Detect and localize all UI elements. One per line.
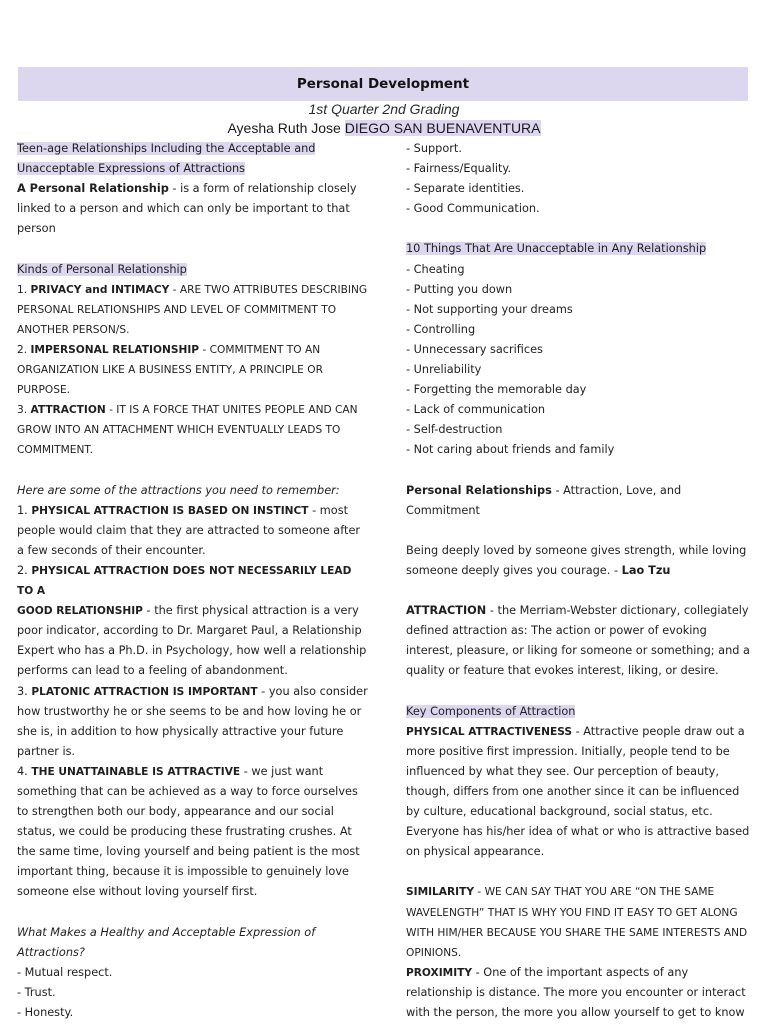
list-item: - Controlling xyxy=(406,322,476,336)
authors-line xyxy=(0,120,768,136)
author-name: Ayesha Ruth Jose xyxy=(227,120,345,136)
section-heading-unacceptable: 10 Things That Are Unacceptable in Any Relationship xyxy=(406,242,707,256)
text-line: poor indicator, according to Dr. Margaret Paul, a Relationship xyxy=(17,624,362,638)
text-line: GROW INTO AN ATTACHMENT WHICH EVENTUALLY LEADS TO xyxy=(17,424,341,437)
attractions-intro: Here are some of the attractions you need to remember: xyxy=(17,483,340,497)
text-line: partner is. xyxy=(17,744,76,758)
text-line: ORGANIZATION LIKE A BUSINESS ENTITY, A PRINCIPLE OR xyxy=(17,364,323,377)
text-line: GOOD RELATIONSHIP - the first physical attraction is a very xyxy=(17,604,359,618)
component-proximity: PROXIMITY - One of the important aspects of any xyxy=(406,965,689,979)
attraction-item-platonic: 3. PLATONIC ATTRACTION IS IMPORTANT - you also consider xyxy=(17,684,368,698)
list-item: - Fairness/Equality. xyxy=(406,162,512,176)
text-line: person xyxy=(17,222,56,236)
document-subtitle: 1st Quarter 2nd Grading xyxy=(308,101,460,117)
text-line: relationship is distance. The more you encounter or interact xyxy=(406,985,746,999)
list-item: - Not caring about friends and family xyxy=(406,443,615,457)
attraction-item-not-lead: 2. PHYSICAL ATTRACTION DOES NOT NECESSARILY LEAD TO A xyxy=(17,563,352,598)
text-line: interest, pleasure, or liking for someone or something; and a xyxy=(406,644,750,658)
text-line: ANOTHER PERSON/S. xyxy=(17,323,130,336)
list-item: - Trust. xyxy=(17,985,56,999)
text-line: PURPOSE. xyxy=(17,384,71,397)
text-line: Expert who has a Ph.D. in Psychology, how well a relationship xyxy=(17,644,367,658)
text-line: people would claim that they are attracted to someone after xyxy=(17,523,361,537)
left-column xyxy=(17,139,369,1023)
component-physical: PHYSICAL ATTRACTIVENESS - Attractive people draw out a xyxy=(406,724,745,738)
section-heading-key-components: Key Components of Attraction xyxy=(406,704,576,718)
list-item: - Self-destruction xyxy=(406,423,503,437)
text-line: quality or feature that evokes interest, liking, or desire. xyxy=(406,664,719,678)
text-line: to strengthen both our body, appearance and our social xyxy=(17,805,334,819)
section-heading-teen-relationships: Teen-age Relationships Including the Acceptable and xyxy=(17,142,316,155)
text-line: Everyone has his/her idea of what or who is attractive based xyxy=(406,825,750,839)
quote-line: someone deeply gives you courage. - Lao Tzu xyxy=(406,563,671,577)
kind-item-impersonal: 2. IMPERSONAL RELATIONSHIP - COMMITMENT TO AN xyxy=(17,343,321,356)
list-item: - Lack of communication xyxy=(406,403,546,417)
text-line: WAVELENGTH” THAT IS WHY YOU FIND IT EASY TO GET ALONG xyxy=(406,906,738,919)
text-line: a few seconds of their encounter. xyxy=(17,543,206,557)
document-title: Personal Development xyxy=(296,76,470,92)
text-line: with the person, the more you allow yourself to get to know xyxy=(406,1006,745,1020)
author-name-highlighted: DIEGO SAN BUENAVENTURA xyxy=(344,120,541,136)
text-line: though, differs from one another since it can be influenced xyxy=(406,785,740,798)
list-item: - Separate identities. xyxy=(406,182,525,196)
text-line: by culture, educational background, social status, etc. xyxy=(406,805,713,819)
list-item: - Honesty. xyxy=(17,1006,74,1020)
section-heading-kinds: Kinds of Personal Relationship xyxy=(17,262,187,276)
component-similarity: SIMILARITY - WE CAN SAY THAT YOU ARE “ON THE SAME xyxy=(406,886,715,899)
personal-relationships-line: Personal Relationships - Attraction, Love, and Commitment xyxy=(406,483,682,517)
healthy-question-cont: Attractions? xyxy=(17,945,85,959)
text-line: the same time, loving yourself and being patient is the most xyxy=(17,845,360,859)
text-line: influenced by what they see. Our perception of beauty, xyxy=(406,764,719,778)
text-line: performs can lead to a feeling of abandonment. xyxy=(17,664,288,678)
right-column xyxy=(406,139,750,1023)
term: A Personal Relationship xyxy=(17,182,169,196)
text-line: linked to a person and which can only be important to that xyxy=(17,202,350,216)
title-bar xyxy=(18,67,748,101)
text-line: PERSONAL RELATIONSHIPS AND LEVEL OF COMMITMENT TO xyxy=(17,303,337,316)
kind-item-privacy: 1. PRIVACY and INTIMACY - ARE TWO ATTRIBUTES DESCRIBING xyxy=(17,283,368,296)
text-line: something that can be achieved as a way to force ourselves xyxy=(17,785,358,798)
personal-relationship-definition: A Personal Relationship - is a form of relationship closely xyxy=(17,182,357,196)
text-line: how trustworthy he or she seems to be and how loving he or xyxy=(17,704,362,718)
list-item: - Unnecessary sacrifices xyxy=(406,342,543,356)
text-line: status, we could be producing these frustrating crushes. At xyxy=(17,825,352,839)
text-line: more positive first impression. Initially, people tend to be xyxy=(406,744,730,758)
text-line: important thing, because it is impossible to genuinely love xyxy=(17,865,349,879)
list-item: - Cheating xyxy=(406,262,465,276)
text-line: defined attraction as: The action or power of evoking xyxy=(406,624,707,638)
text-line: OPINIONS. xyxy=(406,946,462,959)
quote-author: Lao Tzu xyxy=(621,563,671,577)
section-heading-teen-relationships-cont: Unacceptable Expressions of Attractions xyxy=(17,162,246,176)
list-item: - Not supporting your dreams xyxy=(406,302,573,316)
quote-line: Being deeply loved by someone gives strength, while loving xyxy=(406,543,747,557)
list-item: - Mutual respect. xyxy=(17,965,113,979)
healthy-question: What Makes a Healthy and Acceptable Expression of xyxy=(17,925,316,939)
text-line: on physical appearance. xyxy=(406,845,545,859)
text-line: she is, in addition to how physically attractive your future xyxy=(17,724,344,738)
attraction-item-unattainable: 4. THE UNATTAINABLE IS ATTRACTIVE - we just want xyxy=(17,764,324,778)
list-item: - Support. xyxy=(406,142,462,155)
kind-item-attraction: 3. ATTRACTION - IT IS A FORCE THAT UNITES PEOPLE AND CAN xyxy=(17,404,358,417)
list-item: - Unreliability xyxy=(406,363,482,377)
attraction-definition: ATTRACTION - the Merriam-Webster dictionary, collegiately xyxy=(406,604,749,618)
text-line: WITH HIM/HER BECAUSE YOU SHARE THE SAME INTERESTS AND xyxy=(406,926,748,939)
text-line: COMMITMENT. xyxy=(17,444,93,457)
list-item: - Good Communication. xyxy=(406,202,540,216)
list-item: - Forgetting the memorable day xyxy=(406,383,587,397)
list-item: - Putting you down xyxy=(406,282,513,296)
attraction-item-instinct: 1. PHYSICAL ATTRACTION IS BASED ON INSTINCT - most xyxy=(17,503,349,517)
text-line: someone else without loving yourself first. xyxy=(17,885,258,899)
